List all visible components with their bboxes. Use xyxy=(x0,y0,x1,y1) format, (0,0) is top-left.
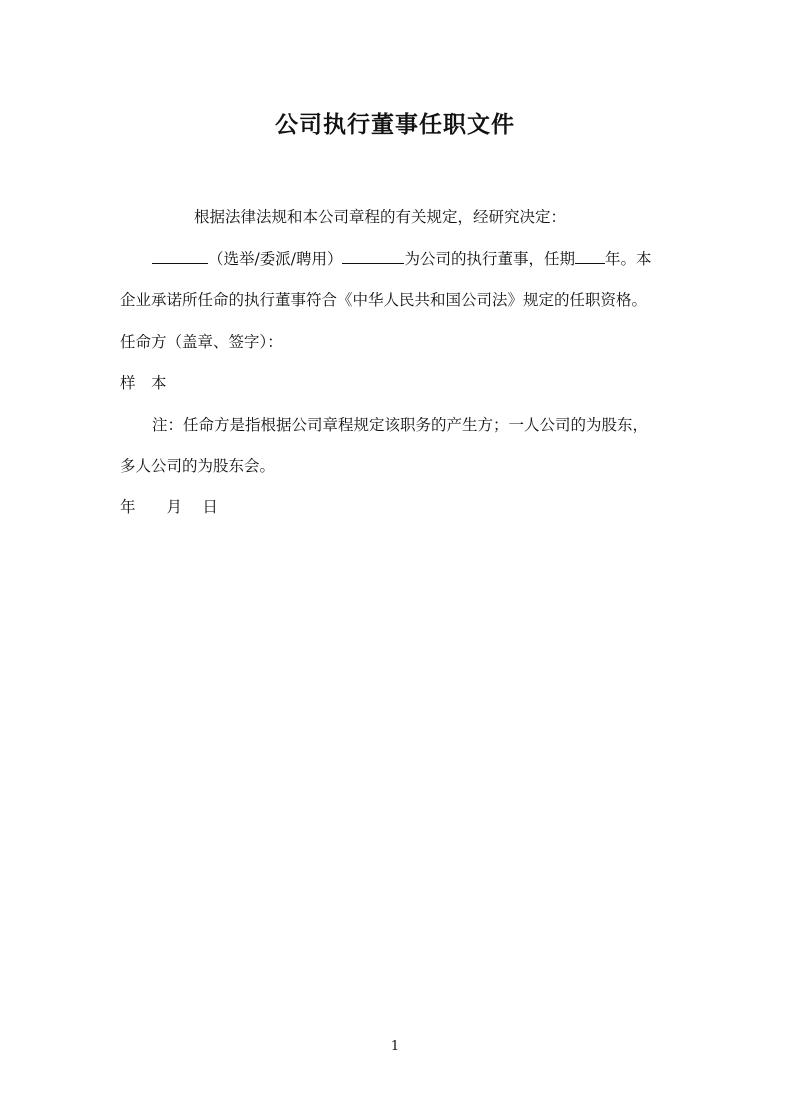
appointer-label: 任命方（盖章、签字）： xyxy=(120,333,283,351)
sample-label: 样 本 xyxy=(120,374,167,392)
note-line-1: 注：任命方是指根据公司章程规定该职务的产生方；一人公司的为股东， xyxy=(152,416,649,434)
role-text: 为公司的执行董事，任期 xyxy=(404,250,575,268)
appointment-line xyxy=(152,248,651,269)
commitment-line: 企业承诺所任命的执行董事符合《中华人民共和国公司法》规定的任职资格。 xyxy=(120,291,648,309)
year-suffix-text: 年。本 xyxy=(604,250,652,268)
term-years-blank[interactable] xyxy=(575,248,605,264)
date-line: 年 月 日 xyxy=(120,498,218,516)
document-title: 公司执行董事任职文件 xyxy=(275,111,515,138)
name-blank[interactable] xyxy=(152,248,208,264)
appointee-blank[interactable] xyxy=(342,248,404,264)
method-options-text: （选举/委派/聘用） xyxy=(208,250,343,268)
page-number: 1 xyxy=(390,1039,400,1054)
note-line-2: 多人公司的为股东会。 xyxy=(120,457,276,475)
intro-paragraph: 根据法律法规和本公司章程的有关规定，经研究决定： xyxy=(194,208,567,226)
